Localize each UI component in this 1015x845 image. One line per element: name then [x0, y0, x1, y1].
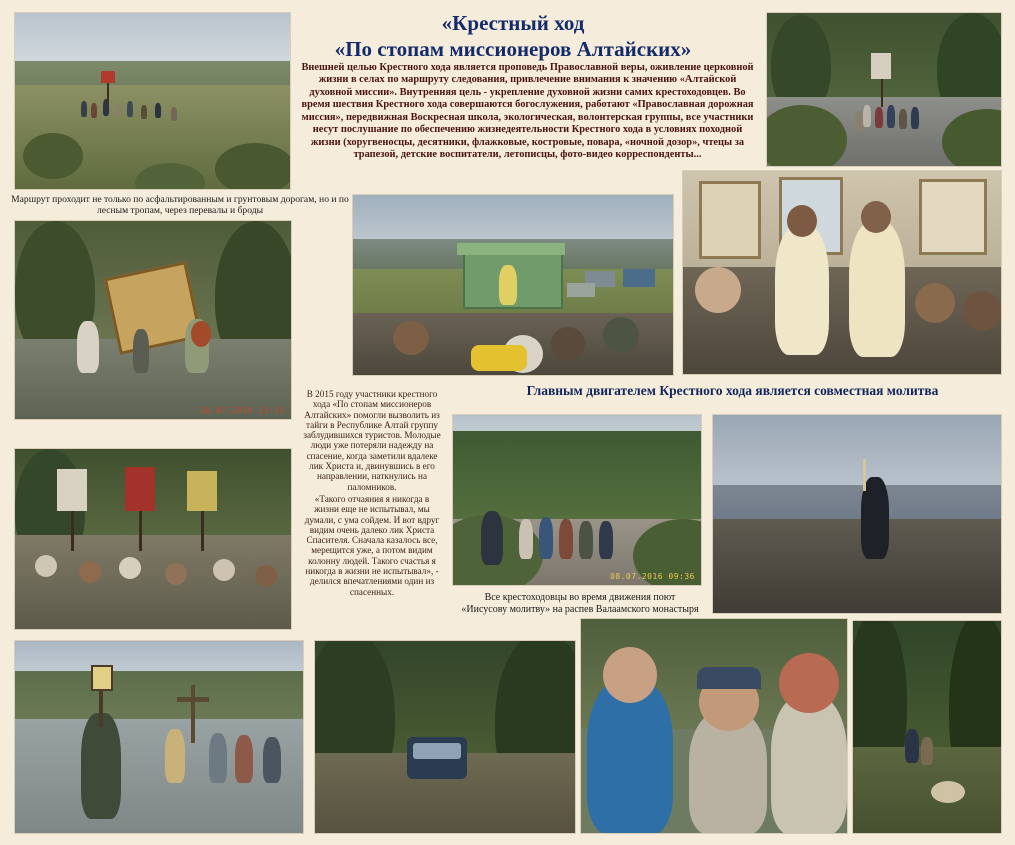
- pilgrim: [133, 329, 149, 373]
- parishioner-head: [695, 267, 741, 313]
- banner-cloth: [125, 467, 155, 511]
- poster-title: [268, 10, 758, 63]
- pilgrim: [905, 729, 919, 763]
- child-right: [771, 695, 847, 834]
- rocky-foreground: [713, 519, 1001, 614]
- pilgrim-head: [213, 559, 235, 581]
- pilgrim: [863, 105, 871, 127]
- canopy-roof: [457, 243, 565, 255]
- pilgrim: [559, 519, 573, 559]
- pilgrim: [921, 737, 933, 765]
- photo-children: [580, 618, 848, 834]
- photo-group-photo: [14, 448, 292, 630]
- pilgrim: [875, 107, 883, 128]
- pilgrim-head: [119, 557, 141, 579]
- child-left-head: [603, 647, 657, 703]
- pilgrim-hat: [931, 781, 965, 803]
- priest: [499, 265, 517, 305]
- caption-prayer: Главным двигателем Крестного хода является совместная молитва: [526, 383, 939, 398]
- story-paragraph-2: «Такого отчаяния я никогда в жизни еще не испытывал, мы думали, с ума сойдем. И вот вдруг видим очень далеко лик Христа Спасителя. Сначала казалось все, мерещится уже, а потом видим колонну людей. Такого счастья я никогда в жизни не испытывал», - делился впечатлениями один из спасенных.: [304, 494, 440, 597]
- poster-title-line2: «По стопам миссионеров Алтайских»: [334, 37, 692, 62]
- photo-mountain-road: [452, 414, 702, 586]
- photo-liturgy: [682, 170, 1002, 375]
- photo-ford-crossing: [14, 220, 292, 420]
- pilgrim-head: [393, 321, 429, 355]
- photo-forest-path: [852, 620, 1002, 834]
- icon-frame: [699, 181, 761, 259]
- banner-cloth: [57, 469, 87, 511]
- van-window: [413, 743, 461, 759]
- camp-tent: [623, 269, 655, 287]
- pilgrim: [91, 103, 97, 118]
- basin: [471, 345, 527, 371]
- pilgrim-lantern-bearer: [81, 713, 121, 819]
- pilgrim: [855, 111, 863, 131]
- pilgrim: [127, 101, 133, 117]
- pilgrim: [887, 105, 895, 128]
- far-shore: [15, 671, 303, 723]
- parishioner-head: [915, 283, 955, 323]
- pilgrim: [911, 107, 919, 129]
- pilgrim: [209, 733, 227, 783]
- poster-title-line1: «Крестный ход: [441, 11, 585, 35]
- pilgrim-carrier: [77, 321, 99, 373]
- parishioner-head: [963, 291, 1001, 331]
- banner-cloth: [101, 71, 115, 83]
- pilgrim: [599, 521, 613, 559]
- cross-bar: [177, 697, 209, 702]
- priest: [849, 221, 905, 357]
- banner-cloth: [187, 471, 217, 511]
- pilgrim: [235, 735, 253, 783]
- caption-walking-line2: «Иисусову молитву» на распев Валаамского монастыря: [461, 603, 699, 615]
- pilgrim-head: [165, 563, 187, 585]
- photo-forest-van: [314, 640, 576, 834]
- photo-hill-procession: [14, 12, 291, 190]
- pilgrim-head: [255, 565, 277, 587]
- caption-walking: [440, 592, 720, 615]
- pilgrim: [81, 101, 87, 117]
- banner-cloth: [871, 53, 891, 79]
- cross-pole: [191, 685, 195, 743]
- priest-head: [787, 205, 817, 237]
- icon-frame: [919, 179, 987, 255]
- story-paragraph-1: В 2015 году участники крестного хода «По стопам миссионеров Алтайских» помогли вызволить из тайги в Республике Алтай группу заблудившихся туристов. Молодые люди уже потеряли надежду на спасение, когда заметили вдалеке лик Христа и, двинувшись в его направлении, наткнулись на паломников.: [303, 389, 441, 492]
- lantern: [91, 665, 113, 691]
- camp-tent: [567, 283, 595, 297]
- crowd-row: [15, 535, 291, 630]
- photo-river-wading: [14, 640, 304, 834]
- pilgrim-head: [79, 561, 101, 583]
- pilgrim: [171, 107, 177, 121]
- pilgrim: [539, 517, 553, 559]
- priest-head: [861, 201, 891, 233]
- priest: [775, 225, 829, 355]
- pilgrim-head: [603, 317, 639, 353]
- stamp-trail: 26.07.2016 13:15: [199, 406, 285, 415]
- pilgrim: [141, 105, 147, 119]
- priest: [481, 511, 503, 565]
- pilgrim: [263, 737, 281, 783]
- stamp-road: 08.07.2016 09:36: [609, 572, 695, 581]
- photo-monk-ridge: [712, 414, 1002, 614]
- photo-road-procession: [766, 12, 1002, 167]
- pilgrim: [155, 103, 161, 118]
- child-right-head: [779, 653, 839, 713]
- pilgrim-head: [551, 327, 585, 361]
- pilgrim: [579, 521, 593, 559]
- bush: [215, 143, 291, 190]
- bush: [23, 133, 83, 179]
- pilgrim-head: [35, 555, 57, 577]
- cross-staff: [863, 459, 866, 491]
- child-center-cap: [697, 667, 761, 689]
- photo-camp-tent: [352, 194, 674, 376]
- caption-walking-line1: Все крестоходовцы во время движения поют: [484, 592, 676, 603]
- river-water: [15, 719, 303, 834]
- pilgrim: [115, 103, 121, 118]
- pilgrim: [899, 109, 907, 129]
- intro-paragraph: Внешней целью Крестного хода является проповедь Православной веры, оживление церковной жизни в селах по маршруту следования, привлечение внимания к значению «Алтайской духовной миссии». Внутренняя цель - укрепление духовной жизни самих крестоходовцев. Во время шествия Крестного хода совершаются богослужения, работают «Православная дорожная миссия», передвижная Воскресная школа, экологическая, волонтерская группы, все участники несут послушание по обеспечению жизнедеятельности Крестного хода в условиях походной жизни (хоругвеносцы, десятники, флажковые, костровые, повара, «ночной дозор», чтецы за трапезой, детские воспитатели, летописцы, фото-видео корреспонденты...: [301, 62, 754, 161]
- pilgrim: [519, 519, 533, 559]
- backpack: [191, 321, 211, 347]
- caption-route: Маршрут проходит не только по асфальтированным и грунтовым дорогам, но и по лесным тропам, через перевалы и броды: [11, 194, 349, 217]
- pilgrim: [165, 729, 185, 783]
